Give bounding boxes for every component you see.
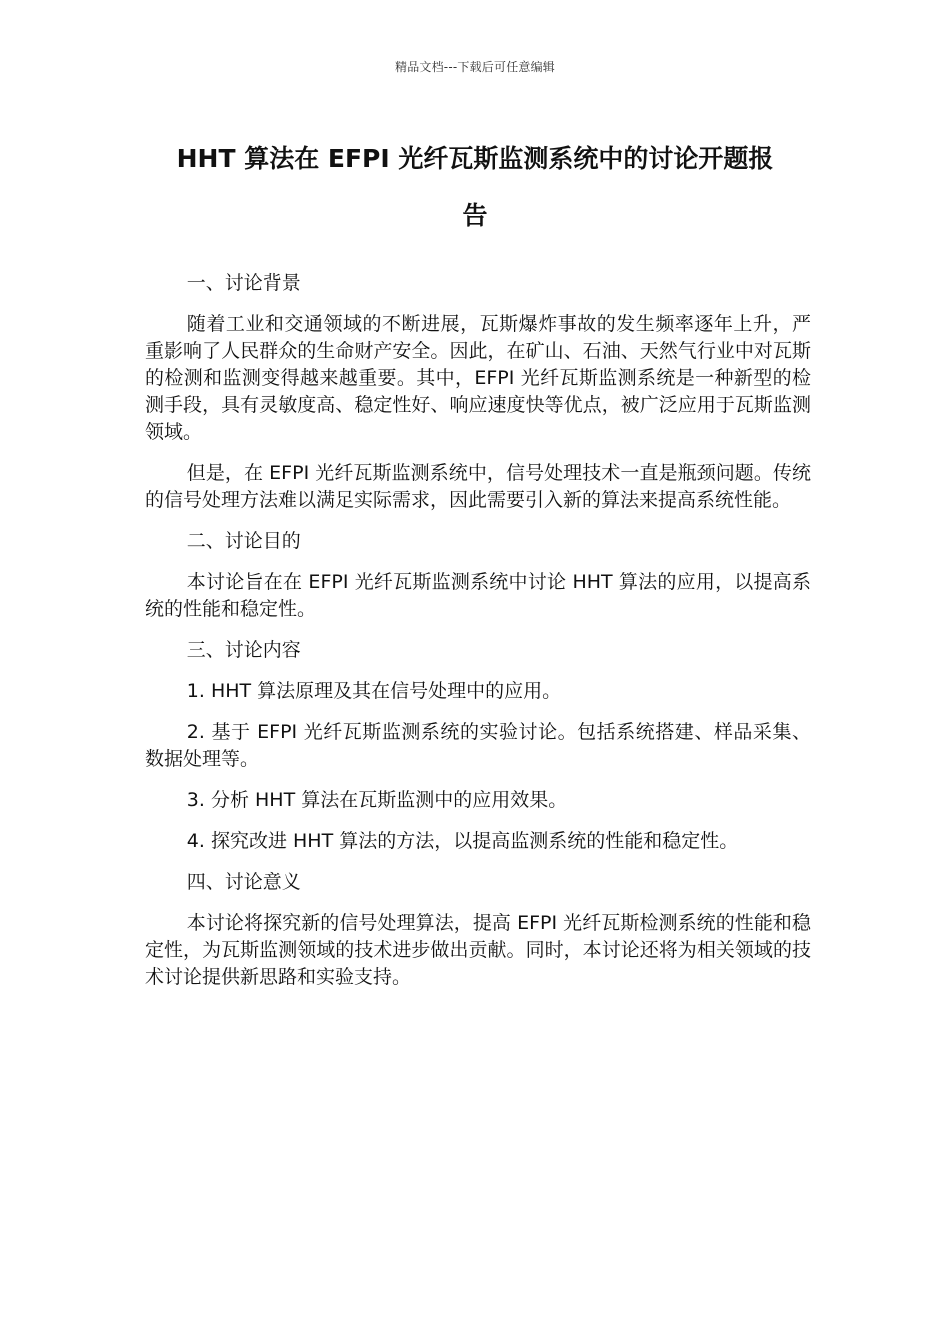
paragraph-background-2: 但是，在 EFPI 光纤瓦斯监测系统中，信号处理技术一直是瓶颈问题。传统的信号处理方法难以满足实际需求，因此需要引入新的算法来提高系统性能。	[145, 462, 811, 511]
list-item: 1. HHT 算法原理及其在信号处理中的应用。	[186, 680, 562, 702]
document-body	[145, 270, 811, 1005]
list-item: 2. 基于 EFPI 光纤瓦斯监测系统的实验讨论。包括系统搭建、样品采集、数据处理等。	[145, 721, 811, 770]
list-item: 4. 探究改进 HHT 算法的方法，以提高监测系统的性能和稳定性。	[186, 830, 739, 852]
list-item: 3. 分析 HHT 算法在瓦斯监测中的应用效果。	[186, 789, 568, 811]
page-header: 精品文档---下载后可任意编辑	[395, 60, 555, 74]
section-heading-significance: 四、讨论意义	[186, 871, 301, 893]
paragraph-background-1: 随着工业和交通领域的不断进展，瓦斯爆炸事故的发生频率逐年上升，严重影响了人民群众的生命财产安全。因此，在矿山、石油、天然气行业中对瓦斯的检测和监测变得越来越重要。其中，EFPI 光纤瓦斯监测系统是一种新型的检测手段，具有灵敏度高、稳定性好、响应速度快等优点，被广泛应用于瓦斯监测领域。	[145, 313, 811, 443]
section-heading-purpose: 二、讨论目的	[186, 530, 301, 552]
section-heading-background: 一、讨论背景	[186, 272, 301, 294]
title-line-1: HHT 算法在 EFPI 光纤瓦斯监测系统中的讨论开题报	[176, 144, 774, 173]
section-heading-content: 三、讨论内容	[186, 639, 301, 661]
paragraph-significance-1: 本讨论将探究新的信号处理算法，提高 EFPI 光纤瓦斯检测系统的性能和稳定性，为瓦斯监测领域的技术进步做出贡献。同时，本讨论还将为相关领域的技术讨论提供新思路和实验支持。	[145, 912, 811, 988]
title-line-2: 告	[462, 201, 488, 230]
document-title	[142, 130, 808, 244]
paragraph-purpose-1: 本讨论旨在在 EFPI 光纤瓦斯监测系统中讨论 HHT 算法的应用，以提高系统的性能和稳定性。	[145, 571, 811, 620]
